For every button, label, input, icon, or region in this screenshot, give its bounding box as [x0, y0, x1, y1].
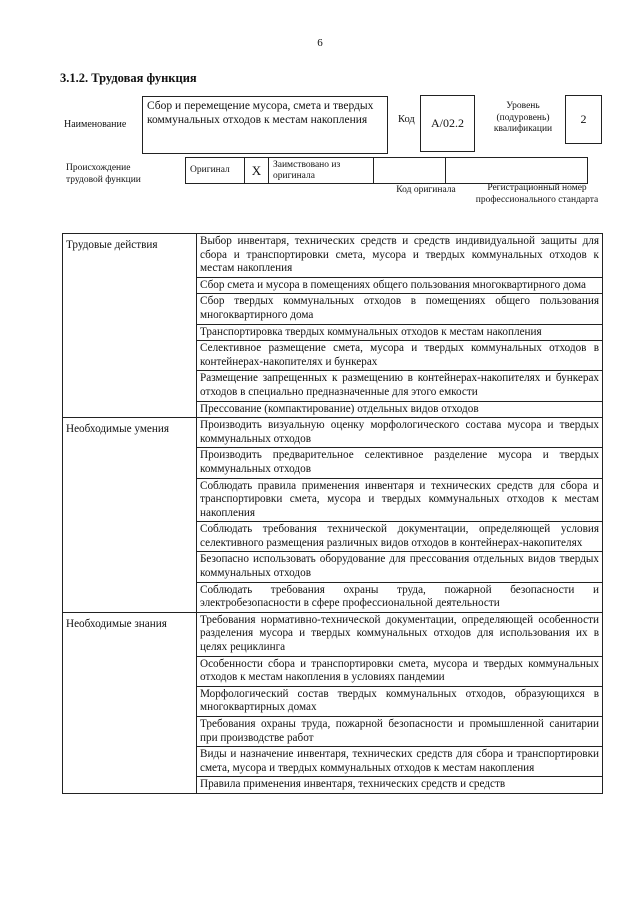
origin-mark: X [245, 158, 269, 184]
section-title-cell: Трудовые действия [63, 234, 197, 418]
table-cell: Производить визуальную оценку морфологического состава мусора и твердых коммунальных отходов [197, 418, 603, 448]
table-cell: Транспортировка твердых коммунальных отходов к местам накопления [197, 324, 603, 341]
page-number: 6 [317, 37, 323, 49]
footer-reg-label: Регистрационный номер профессионального стандарта [475, 183, 599, 205]
origin-code-cell [374, 158, 446, 184]
table-cell: Соблюдать требования технической документации, определяющей условия селективного размещения различных видов отходов в контейнерах-накопителях [197, 522, 603, 552]
table-cell: Сбор твердых коммунальных отходов в помещениях общего пользования многоквартирного дома [197, 294, 603, 324]
table-cell: Прессование (компактирование) отдельных видов отходов [197, 401, 603, 418]
table-cell: Морфологический состав твердых коммунальных отходов, образующихся в многоквартирных домах [197, 686, 603, 716]
table-row [63, 418, 603, 448]
table-cell: Выбор инвентаря, технических средств и средств индивидуальной защиты для сбора и транспортировки смета, мусора и твердых коммунальных отходов к местам накопления [197, 234, 603, 278]
origin-table [185, 157, 588, 184]
table-cell: Селективное размещение смета, мусора и твердых коммунальных отходов в контейнерах-накопителях и бункерах [197, 341, 603, 371]
code-value: А/02.2 [420, 95, 475, 152]
table-cell: Требования нормативно-технической документации, определяющей особенности разделения мусора и твердых коммунальных отходов для использования их в целях рециклинга [197, 612, 603, 656]
code-label: Код [398, 114, 415, 125]
origin-original-cell: Оригинал [186, 158, 245, 184]
table-cell: Сбор смета и мусора в помещениях общего пользования многоквартирного дома [197, 277, 603, 294]
table-cell: Требования охраны труда, пожарной безопасности и промышленной санитарии при производстве работ [197, 717, 603, 747]
table-cell: Производить предварительное селективное разделение мусора и твердых коммунальных отходов [197, 448, 603, 478]
table-cell: Соблюдать правила применения инвентаря и технических средств для сбора и транспортировки смета, мусора и твердых коммунальных отходов к местам накопления [197, 478, 603, 522]
table-cell: Безопасно использовать оборудование для прессования отдельных видов твердых коммунальных отходов [197, 552, 603, 582]
origin-label: Происхождение трудовой функции [66, 163, 141, 185]
table-row [63, 234, 603, 278]
section-title-cell: Необходимые умения [63, 418, 197, 613]
function-table [62, 233, 603, 794]
table-cell: Соблюдать требования охраны труда, пожарной безопасности и электробезопасности в сфере профессиональной деятельности [197, 582, 603, 612]
table-cell: Особенности сбора и транспортировки смета, мусора и твердых коммунальных отходов к местам накопления в условиях пандемии [197, 656, 603, 686]
origin-borrowed-cell: Заимствовано из оригинала [269, 158, 374, 184]
section-title: 3.1.2. Трудовая функция [60, 71, 197, 85]
table-cell: Размещение запрещенных к размещению в контейнерах-накопителях и бункерах отходов в специально предназначенные для этого емкости [197, 371, 603, 401]
table-cell: Виды и назначение инвентаря, технических средств для сбора и транспортировки смета, мусора и твердых коммунальных отходов к местам накопления [197, 747, 603, 777]
section-title-cell: Необходимые знания [63, 612, 197, 793]
name-label: Наименование [64, 119, 127, 130]
table-cell: Правила применения инвентаря, технических средств и средств [197, 777, 603, 794]
level-label: Уровень (подуровень) квалификации [493, 101, 553, 134]
origin-reg-cell [446, 158, 588, 184]
table-row [63, 612, 603, 656]
name-value: Сбор и перемещение мусора, смета и твердых коммунальных отходов к местам накопления [142, 96, 388, 154]
level-value: 2 [565, 95, 602, 144]
footer-code-label: Код оригинала [396, 185, 456, 195]
